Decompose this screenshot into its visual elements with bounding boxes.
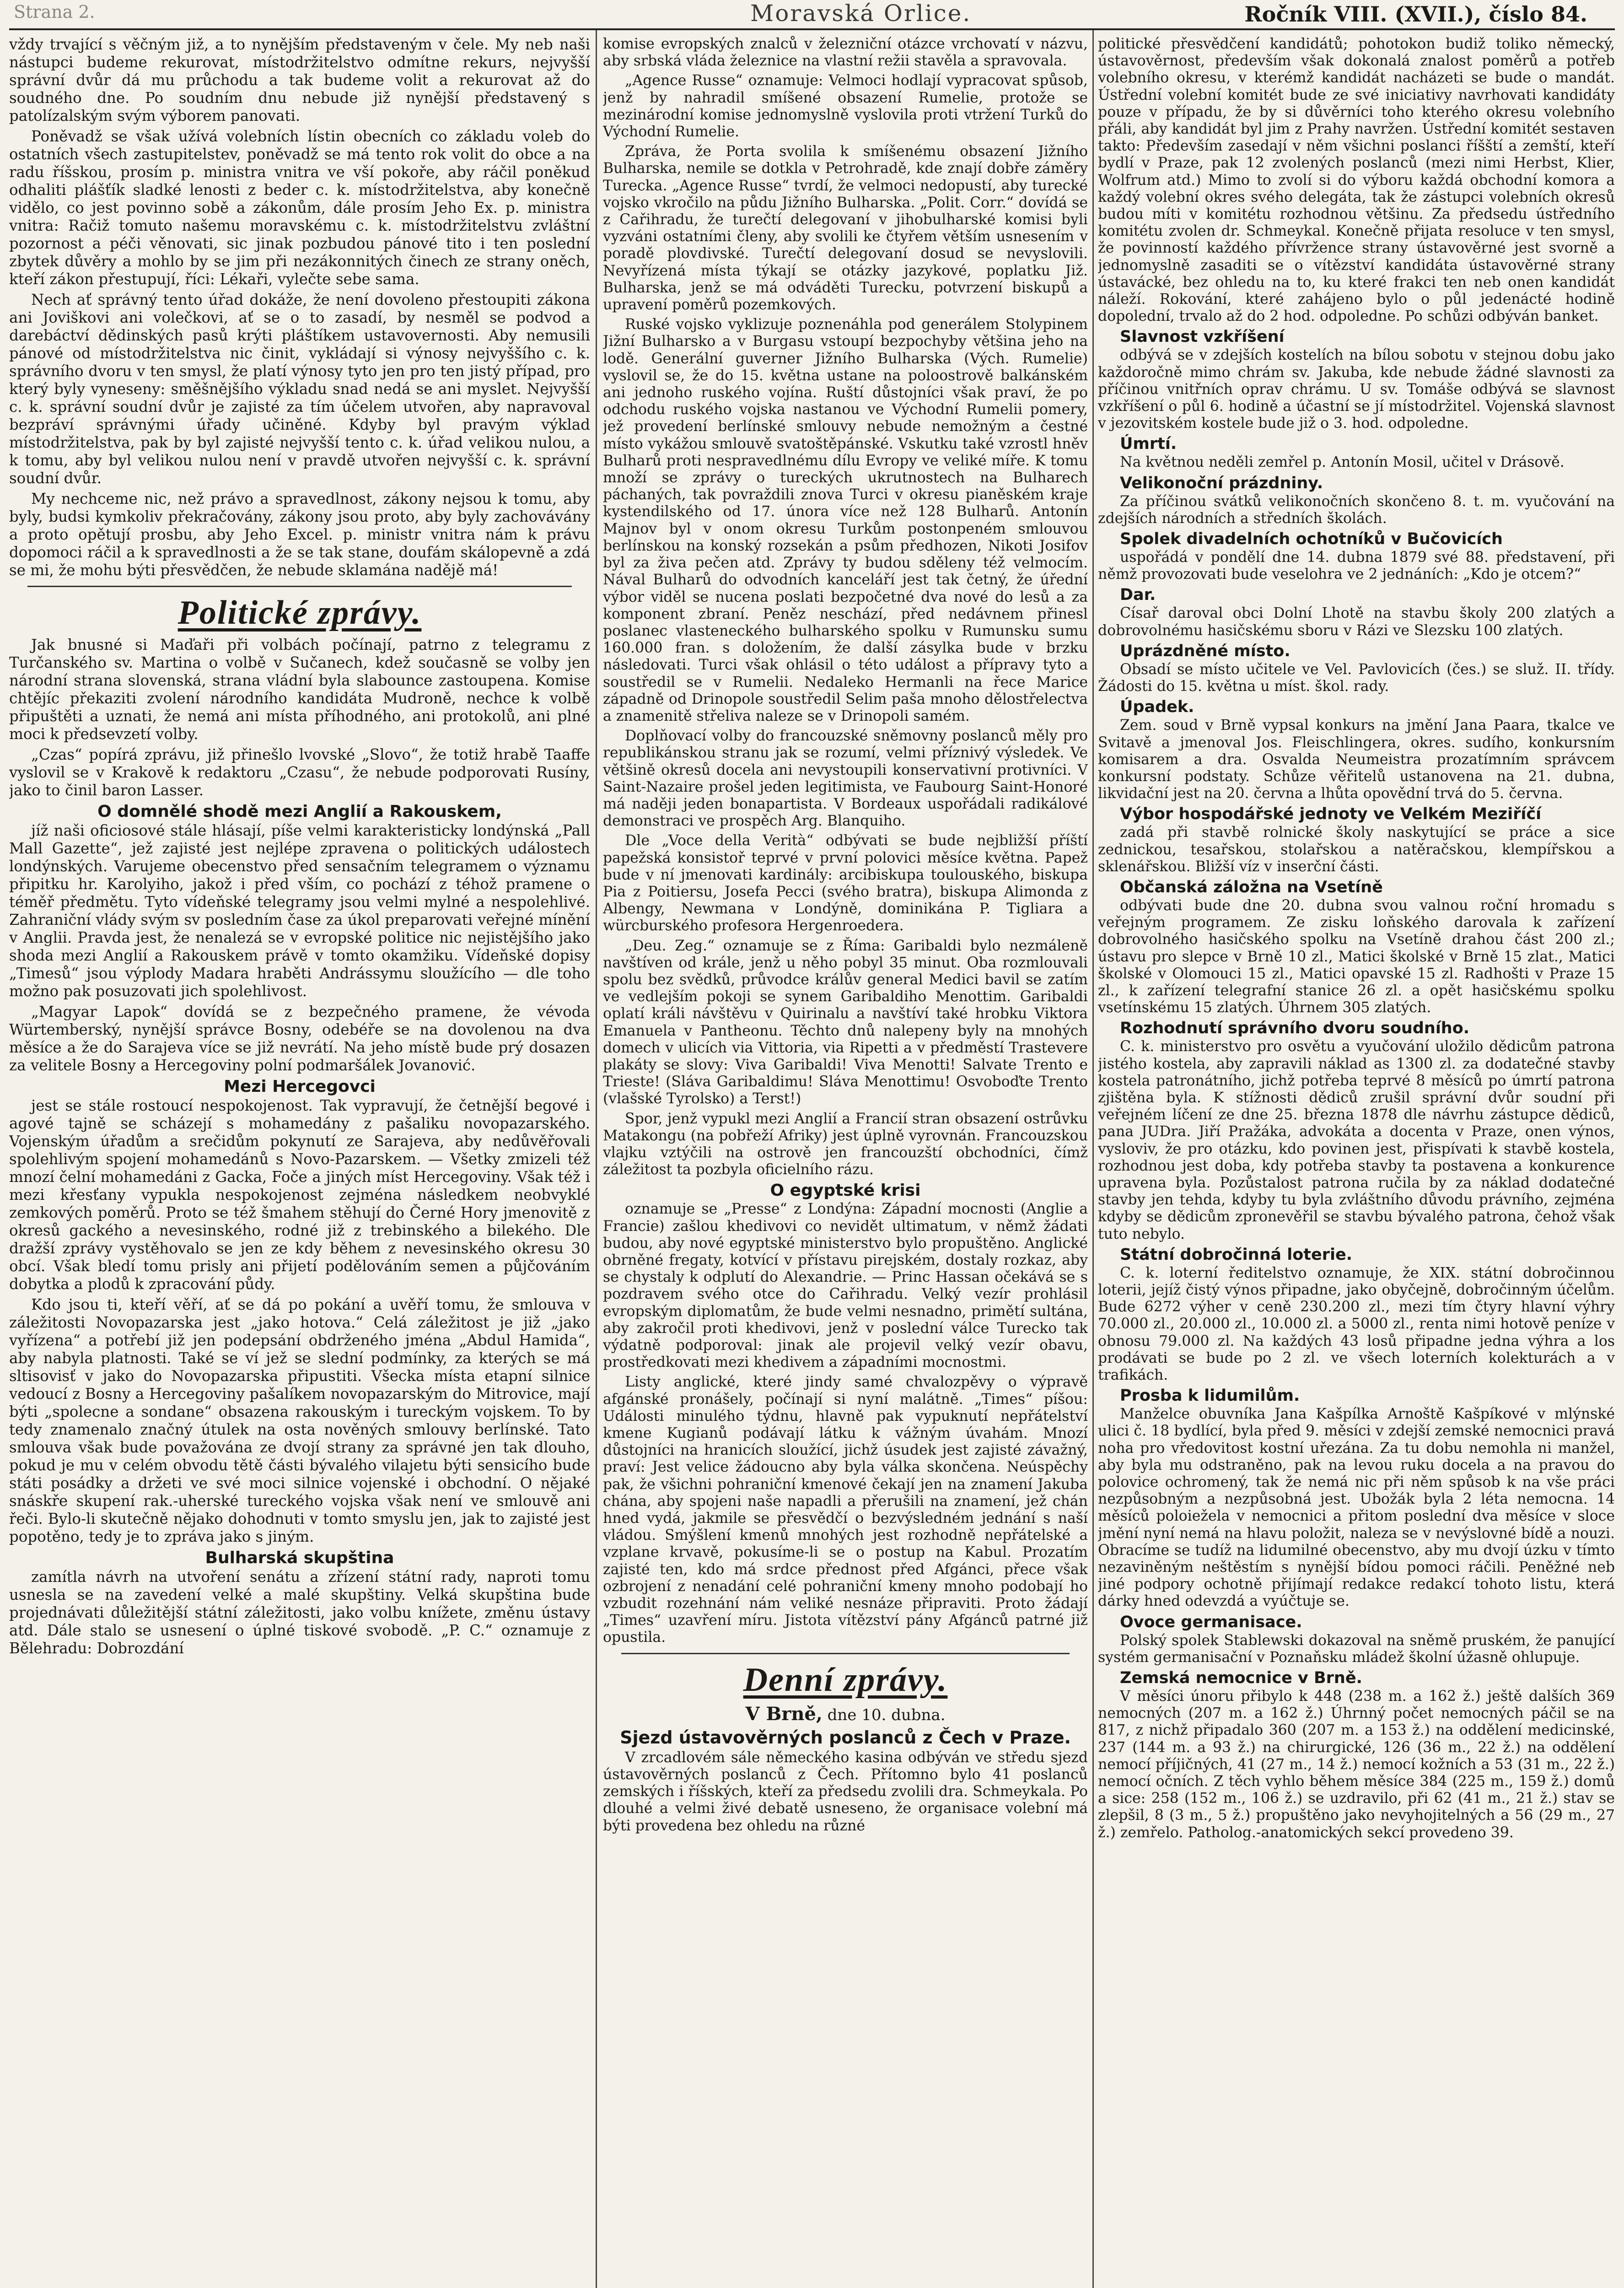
header-issue: Ročník VIII. (XVII.), číslo 84. xyxy=(1244,2,1587,27)
paragraph: C. k. loterní ředitelstvo oznamuje, že XIX. státní dobročinnou loterii, jejíž čistý výnos připadne, jako obyčejně, dobročinným účelům. Bude 6272 výher v ceně 230.200 zl., mezi tím čtyry hlavní výhry 70.000 zl., 20.000 zl., 10.000 zl. a 5000 zl., renta nimi hotově peníze v obnosu 79.000 zl. Na každých 43 losů připadne jedna výhra a los prodávati se bude po 2 zl. ve všech loterních kolekturách a v trafikách. xyxy=(1098,1264,1615,1383)
paragraph: uspořádá v pondělí dne 14. dubna 1879 své 88. představení, při němž provozovati bude veselohra ve 2 jednáních: „Kdo je otcem?“ xyxy=(1098,549,1615,583)
paragraph: „Deu. Zeg.“ oznamuje se z Říma: Garibaldi bylo nezmáleně navštíven od krále, jenž u něho pobyl 35 minut. Oba rozmlouvali spolu bez svědků, průvodce králův general Medici bavil se zatím ve vedlejším pokoji se synem Garibaldiho Menottim. Garibaldi oplatí králi návštěvu v Quirinalu a navštíví také hrobku Viktora Emanuela v Pantheonu. Těchto dnů nalepeny byly na mnohých domech v ulicích via Vittoria, via Ripetti a v předměstí Trastevere plakáty se slovy: Viva Garibaldi! Viva Menotti! Salvate Trento e Trieste! (Sláva Garibaldimu! Sláva Menottimu! Osvoboďte Trento (vlašské Tyrolsko) a Terst!) xyxy=(603,937,1088,1107)
news-headline: Slavnost vzkříšení xyxy=(1120,328,1285,346)
paragraph: Císař daroval obci Dolní Lhotě na stavbu školy 200 zlatých a dobrovolnému hasičskému sboru v Rázi ve Slezsku 100 zlatých. xyxy=(1098,605,1615,639)
news-headline: Spolek divadelních ochotníků v Bučovicích xyxy=(1120,530,1503,549)
paragraph: V zrcadlovém sále německého kasina odbýván ve středu sjezd ústavověrných poslanců z Čech. Přítomno bylo 41 poslanců zemských i říšských, kteří za předsedu zvolili dra. Schmeykala. Po dlouhé a velmi živé debatě usneseno, že organisace volební má býti provedena bez ohledu na různé xyxy=(603,1749,1088,1834)
column-3 xyxy=(1098,36,1615,2288)
paragraph: komise evropských znalců v železniční otázce vrchovatí v názvu, aby srbská vláda železnice na vlastní režii stavěla a spravovala. xyxy=(603,36,1088,70)
paragraph: Dle „Voce della Verità“ odbývati se bude nejbližší příští papežská konsistoř teprvé v první polovici měsíce května. Papež bude v ní jmenovati kardinály: arcibiskupa toulouského, biskupa Pia z Poitiersu, Josefa Pecci (svého bratra), biskupa Alimonda z Albengy, Newmana v Londýně, dominikána P. Tigliara a würcburského profesora Hergenroedera. xyxy=(603,832,1088,934)
column-divider xyxy=(596,30,597,2288)
article-headline: Bulharská skupština xyxy=(205,1549,394,1567)
paragraph: Zem. soud v Brně vypsal konkurs na jmění Jana Paara, tkalce ve Svitavě a jmenoval Jos. Fleischlingera, okres. sudího, konkursním komisarem a dra. Osvalda Neumeistra prozatímním správcem konkursní podstaty. Schůze věřitelů ustanovena na 21. dubna, likvidační jest na 20. června a lhůta opovědní trvá do 5. června. xyxy=(1098,717,1615,802)
paragraph: My nechceme nic, než právo a spravedlnost, zákony nejsou k tomu, aby byly, budsi kymkoliv překračovány, zákony jsou proto, aby byly zachovávány a proto opětují prosbu, aby Jeho Excel. p. ministr vnitra nám k právu dopomoci ráčil a k spravedlnosti a že se tak stane, doufám skálopevně a zdá se mi, že mohu býti přesvědčen, že nebude sklamána nadějě má! xyxy=(9,490,590,579)
paragraph: Zpráva, že Porta svolila k smíšenému obsazení Jižního Bulharska, nemile se dotkla v Petrohradě, kde znají dobře záměry Turecka. „Agence Russe“ tvrdí, že velmoci nedopustí, aby turecké vojsko vkročilo na půdu Jižního Bulharska. „Polit. Corr.“ dovídá se z Cařihradu, že turečtí delegovaní v jihobulharské komisi byli vyzváni ostatními členy, aby svolili ke čtyřem větším usnesením v poradě plovdivské. Turečtí delegovaní dosud se nevyslovili. Nevyřízená místa týkají se otázky jazykové, poplatku Již. Bulharska, jenž se má odváděti Turecku, potvrzení biskupů a upravení poměrů pozemkových. xyxy=(603,143,1088,313)
news-headline: Rozhodnutí správního dvoru soudního. xyxy=(1120,1019,1470,1038)
paragraph: Kdo jsou ti, kteří věří, ať se dá po pokání a uvěří tomu, že smlouva v záležitosti Novopazarska jest „jako hotova.“ Celá záležitost je již „jako vyřízena“ a potřebí již jen podepsání obdrženého jména „Abdul Hamida“, aby nabyla platnosti. Také se ví jež se slední podmínky, za kterých se má sltisovisť v jako do Novopazarska připustiti. Všecka místa etapní silnice vedoucí z Bosny a Hercegoviny pašalíkem novopazarským do Mitrovice, mají býti „spolecne a sondane“ obsazena rakouským i tureckým vojskem. To by tedy znamenalo značný útulek na osta nověných smlouvy berlínské. Tato smlouva však bude považována ze dvojí strany za správné jen tak dlouho, pokud je mu v celém obvodu tětě části bývalého vilajetu býti sensicího bude státi posádky a držeti ve své moci silnice vojenské i obchodní. O nějaké snáskře skupení rak.-uherské tureckého vojska však není ve smlouvě ani řeči. Bylo-li skutečně nějako dohodnuti v tomto smyslu jen, jak to zajisté jest popotěno, tedy je to zpráva jako s jiným. xyxy=(9,1296,590,1545)
dateline-place: V Brně, xyxy=(745,1703,823,1725)
news-headline: Občanská záložna na Vsetíně xyxy=(1120,878,1383,896)
news-headline: Úmrtí. xyxy=(1120,435,1177,453)
section-title-daily-news: Denní zprávy. xyxy=(743,1661,948,1699)
paragraph: Listy anglické, které jindy samé chvalozpěvy o výpravě afgánské pronášely, počínají si nyní malátně. „Times“ píšou: Události minulého týdnu, hlavně pak vypuknutí nepřátelství kmene Kugianů podávají látku k vážným úvahám. Mnozí důstojníci na hranicích sloužící, jichž úsudek jest zajisté závažný, praví: Jest velice žádoucno aby byla válka skončena. Neúspěchy pak, že všichni pohraniční kmenové čekají jen na znamení Jakuba chána, aby spojeni naše napadli a přerušili na znamení, jež chán hned vydá, jakmile se přesvědčí o bezvýsledném jednání s naší vládou. Smýšlení kmenů mnohých jest rozhodně nepřátelské a vzplane krvavě, pokusíme-li se o postup na Kabul. Prozatím zajisté ten, kdo má srdce přednost před Afgánci, přece však ozbrojení z nenadání celé pohraniční kmeny mnoho podobají ho vzbudit rozehnání nám veliké nesnáze připraviti. Proto žádají „Times“ uzavření míru. Jistota vítězství pány Afgánců patrné již opustila. xyxy=(603,1374,1088,1646)
paragraph: jest se stále rostoucí nespokojenost. Tak vypravují, že četnější begové i agové tajně se scházejí s mohamedány z pašaliku novopazarského. Vojenským úřadům a srečidům pokynutí ze Sarajeva, aby nedůvěřovali spolehlivým spojení mohamedánů s Novo-Pazarskem. — Všetky zmizeli též mnozí čelní mohamedáni z Gacka, Foče a jiných míst Hercegoviny. Však též i mezi křesťany vypukla nespokojenost zejména následkem neobvyklé zemkových poměrů. Proto se též šmahem stěhují do Černé Hory jmenovitě z okresů gackého a nevesinského, rodné již z trebinského a bilekého. Dle dražší zprávy vystěhovalo se jen ze kdy během z nevesinského okresu 30 obcí. Však bledí tomu prisly ani přijetí podělováním semen a půjčováním dobytka a plodů k zpracování půdy. xyxy=(9,1097,590,1293)
news-headline: Dar. xyxy=(1120,586,1156,604)
paragraph: politické přesvědčení kandidátů; pohotokon budiž toliko německý, ústavověrnost, především však dokonalá znalost poměrů a potřeb volebního okresu, v kterémž kandidát nacházeti se bude o mandát. Ústřední volební komitét bude ze své iniciativy navrhovati kandidáty pouze v případu, že by si důvěrníci toho kterého okresu volebního přáli, aby kandidát byl jim z Prahy navržen. Ústřední komitét sestaven takto: Především zasedají v něm všichni poslanci říšští a zemští, kteří bydlí v Praze, pak 12 zvolených poslanců (mezi nimi Herbst, Klier, Wolfrum atd.) Mimo to zvolí si do výboru každá obchodní komora a každý volební okres svého delegáta, tak že zástupci volebních okresů budou míti v komitétu rozhodnou většinu. Za předsedu ústředního komitétu zvolen dr. Schmeykal. Konečně přijata resoluce v ten smysl, že povinností každého přívržence strany ústavověrné jest svorně a jednomyslně zasaditi se o vítězství kandidáta ústavověrné strany ústavácké, bez ohledu na to, ku které frakci ten neb onen kandidát náleží. Rokování, které zahájeno bylo o půl jedenácté hodině dopolední, trvalo až do 2 hod. odpoledne. Po schůzi odbýván banket. xyxy=(1098,36,1615,325)
news-headline: Úpadek. xyxy=(1120,698,1194,717)
page-header xyxy=(0,0,1624,28)
paragraph: Poněvadž se však užívá volebních lístin obecních co základu voleb do ostatních všech zastupitelstev, poněvadž se má tento rok volit do obce a na radu říšskou, prosím p. ministra vnitra ve vší pokoře, aby ráčil poněkud odhaliti plášťík sladké lenosti z beder c. k. místodržitelstva, aby konečně vidělo, co jest povinno sobě a zákonům, dále prosím Jeho Ex. p. ministra vnitra: Račiž tomuto našemu moravskému c. k. místodržitelstvu zvláštní pozornost a péči věnovati, sic jinak pozbudou pánové tito i ten poslední zbytek důvěry a mohlo by se jim při nezákonnitých činech ze strany oněch, kteří zákon přestupují, říci: Lékaři, vylečte sebe sama. xyxy=(9,128,590,288)
header-page-number: Strana 2. xyxy=(14,2,95,22)
paragraph: zadá při stavbě rolnické školy naskytující se práce a sice zednickou, tesařskou, stolařskou a natěračskou, klempířskou a sklenářskou. Bližší víz v inserční části. xyxy=(1098,824,1615,875)
paragraph: Obsadí se místo učitele ve Vel. Pavlovicích (čes.) se služ. II. třídy. Žádosti do 15. května u míst. škol. rady. xyxy=(1098,661,1615,695)
paragraph: „Czas“ popírá zprávu, již přinešlo lvovské „Slovo“, že totiž hrabě Taaffe vyslovil se v Krakově k redaktoru „Czasu“, že nebude podporovati Rusíny, jako to činil baron Lasser. xyxy=(9,746,590,799)
paragraph: zamítla návrh na utvoření senátu a zřízení státní rady, naproti tomu usnesla se na zavedení velké a malé skupštiny. Velká skupština bude projednávati důležitější státní záležitosti, jako volbu knížete, změnu ústavy atd. Dále stalo se usnesení o úplné tiskové svobodě. „P. C.“ oznamuje z Bělehradu: Dobrozdání xyxy=(9,1568,590,1657)
dateline xyxy=(603,1703,1088,1725)
news-headline: Prosba k lidumilům. xyxy=(1120,1387,1300,1405)
paragraph: Spor, jenž vypukl mezi Anglií a Francií stran obsazení ostrůvku Matakongu (na pobřeží Afriky) jest úplně vyrovnán. Francouzskou vlajku vztýčili na ostrově jen francouzští obchodníci, čímž záležitost ta pozbyla oficielního rázu. xyxy=(603,1110,1088,1178)
article-headline: Mezi Hercegovci xyxy=(224,1077,376,1096)
paragraph: Manželce obuvníka Jana Kašpílka Arnoště Kašpíkové v mlýnské ulici č. 18 bydlící, byla před 9. měsíci v zdejší zemské nemocnici pravá noha pro vředovitost kostní uřezána. Za tu dobu nemohla ni manžel, aby byla mu odstraněno, pak na levou ruku docela a na pravou do polovice ochromený, tak že nemá nic při něm spůsob k na vše práci nezpůsobným a nezpůsobná jest. Ubožák byla 2 léta nemocna. 14 měsíců poloiežela v nemocnici a přitom poslední dva měsíce v sloce jmění nyní nemá na hlavu položit, naleza se v nevýslovné bídě a nouzi. Obracíme se tudíž na lidumilné obecenstvo, aby mu dvojí úzku v tímto nezaviněným neštěstím s nynější bídou pomoci ráčili. Peněžné neb jiné podpory ochotně přijímají redakce redakcí tohoto listu, která dárky hned odevzdá a vyúčtuje se. xyxy=(1098,1406,1615,1610)
news-headline: Státní dobročinná loterie. xyxy=(1120,1245,1353,1264)
column-divider xyxy=(1092,30,1094,2288)
paragraph: Ruské vojsko vyklizuje poznenáhla pod generálem Stolypinem Jižní Bulharsko a v Burgasu vstoupí bezpochyby většina jeho na lodě. Generální guverner Jižního Bulharska (Vých. Rumelie) vyslovil se, že do 15. května ustane na poloostrově balkánském ani jednoho ruského vojína. Ruští důstojníci však praví, že po odchodu ruského vojska nastanou ve Východní Rumelii pomery, jež provedení berlínské smlouvy nebude nemožným a čestné místo vykážou smlouvě svatoštěpánské. Vskutku také vzrostl hněv Bulharů proti nespravedlnému dílu Evropy ve veliké míře. K tomu množí se zprávy o tureckých ukrutnostech na Bulharech páchaných, tak povraždili znova Turci v okresu pianěském kraje kystendilského od 17. února více než 128 Bulharů. Antonín Majnov byl v onom okresu Turkům postonpeném smlouvou berlínskou na konský rozsekán a psům předhozen, Nikoti Josifov byl za živa pečen atd. Zprávy ty budou sděleny též velmocím. Nával Bulharů do odvodních kanceláří jest tak četný, že úřední výbor viděl se nucena poslati bezpočetné dva nové do lesů a za komponent zbraní. Peněz neschází, před nedávnem přinesl poslanec vlasteneckého bulharského spolku v Rumunsku sumu 160.000 fran. s doložením, že další zásylka bude v brzku následovati. Turci však ohlásil o této událost a přípravy tyto a soustředil se v Rumelii. Nedaleko Hermanli na řece Marice západně od Drinopole soustředil Selim paša mnoho dělostřelectva a znamenitě střeliva naleze se v Drinopoli samém. xyxy=(603,316,1088,724)
paragraph: odbývá se v zdejších kostelích na bílou sobotu v stejnou dobu jako každoročně mimo chrám sv. Jakuba, kde nebude žádné slavnosti za příčinou vnitřních oprav chrámu. U sv. Tomáše odbývá se slavnost vzkříšení o půl 6. hodině a účastní se jí místodržitel. Vojenská slavnost v jezovitském kostele bude již o 3. hod. odpoledne. xyxy=(1098,347,1615,432)
news-headline: Uprázdněné místo. xyxy=(1120,642,1291,660)
section-separator xyxy=(621,1653,1070,1654)
column-1 xyxy=(9,36,590,2288)
article-headline: Sjezd ústavověrných poslanců z Čech v Praze. xyxy=(620,1727,1071,1748)
section-title-politics: Politické zprávy. xyxy=(177,594,422,631)
header-masthead: Moravská Orlice. xyxy=(750,0,972,27)
paragraph: V měsíci únoru přibylo k 448 (238 m. a 162 ž.) ještě dalších 369 nemocných (207 m. a 162 ž.) Úhrnný počet nemocných páčil se na 817, z nichž připadalo 360 (207 m. a 153 ž.) na oddělení medicinské, 237 (144 m. a 93 ž.) na chirurgické, 126 (36 m., 22 ž.) na oddělení nemocí příjičných, 41 (27 m., 14 ž.) nemocí kožních a 53 (31 m., 22 ž.) nemocí očních. Z těch vyhlo během měsíce 384 (225 m., 159 ž.) domů a sice: 258 (152 m., 106 ž.) se uzdravilo, při 62 (41 m., 21 ž.) stav se zlepšil, 8 (3 m., 5 ž.) propuštěno jako nevyhojitelných a 56 (29 m., 27 ž.) zemřelo. Patholog.-anatomických sekcí provedeno 39. xyxy=(1098,1688,1615,1841)
paragraph: odbývati bude dne 20. dubna svou valnou roční hromadu s veřejným programem. Ze zisku loňského darovala k zařízení dobrovolného hasičského spolku na Vsetíně drahou část 200 zl.; ústavu pro slepce v Brně 10 zl., Matici školské v Brně 15 zlat., Matici školské v Olomouci 15 zl., Matici opavské 15 zl. Radhošti v Praze 15 zl., k zařízení telegrafní stanice 26 zl. a opět hasičskému spolku vsetínskému 15 zlatých. Úhrnem 305 zlatých. xyxy=(1098,897,1615,1016)
column-2 xyxy=(603,36,1088,2288)
paragraph: Za příčinou svátků velikonočních skončeno 8. t. m. vyučování na zdejších národních a středních školách. xyxy=(1098,493,1615,527)
paragraph: „Magyar Lapok“ dovídá se z bezpečného pramene, že vévoda Würtemberský, nynější správce Bosny, odebéře se na dovolenou na dva měsíce a že do Sarajeva více se již nevrátí. Na jeho místě bude prý dosazen za velitele Bosny a Hercegoviny polní podmaršálek Jovanović. xyxy=(9,1003,590,1074)
paragraph: Polský spolek Stablewski dokazoval na sněmě pruském, že panující systém germanisační v Poznaňsku mládež školní úžasně ohlupuje. xyxy=(1098,1632,1615,1666)
article-headline: O egyptské krisi xyxy=(770,1181,921,1200)
paragraph: oznamuje se „Presse“ z Londýna: Západní mocnosti (Anglie a Francie) zašlou khedivovi co nevidět ultimatum, v němž žádati budou, aby nové egyptské ministerstvo bylo propuštěno. Anglické obrněné fregaty, kotvící v přístavu pirejském, dostaly rozkaz, aby se chystaly k odplutí do Alexandrie. — Princ Hassan očekává se s pozdravem svého otce do Cařihradu. Velký vezír prohlásil evropským diplomatům, že bude velmi nesnadno, primětí sultána, aby zakročil proti khedivovi, jenž v poslední válce Turecko tak výdatně podporoval: jinak ale projevil velký vezír obavu, prostředkovati mezi khedivem a západními mocnostmi. xyxy=(603,1201,1088,1371)
paragraph: Doplňovací volby do francouzské sněmovny poslanců měly pro republikánskou stranu jak se rozumí, velmi příznivý výsledek. Ve většině okresů docela ani nevystoupili konservativní protivníci. V Saint-Nazaire prošel jeden legitimista, ve Faubourg Saint-Honoré má naději jeden bonapartista. V Bordeaux uspořádali radikálové demonstraci ve prospěch Arg. Blanquiho. xyxy=(603,728,1088,830)
article-headline: O domnělé shodě mezi Anglií a Rakouskem, xyxy=(97,802,502,821)
news-headline: Velikonoční prázdniny. xyxy=(1120,474,1323,492)
news-headline: Výbor hospodářské jednoty ve Velkém Meziříčí xyxy=(1120,805,1542,824)
paragraph: Na květnou neděli zemřel p. Antonín Mosil, učitel v Drásově. xyxy=(1120,454,1565,471)
news-headline: Zemská nemocnice v Brně. xyxy=(1120,1669,1362,1688)
paragraph: jíž naši oficiosové stále hlásají, píše velmi karakteristicky londýnská „Pall Mall Gazette“, jež zajisté jest nejlépe zpravena o politických událostech londýnských. Varujeme obecenstvo před sensačním telegramem o významu připitku hr. Karolyiho, jakož i před vším, co pochází z téhož pramene o téměř předmětu. Tyto vídeňské telegramy jsou velmi mylné a nespolehlivé. Zahraniční vlády svým sv posledním čase za úkol preparovati veřejné mínění v Anglii. Pravda jest, že nenalezá se v evropské politice nic nejistějšího jako shoda mezi Anglií a Rakouskem právě v tomto okamžiku. Vídeňské dopisy „Timesů“ jsou výplody Madara hraběti Andrássymu sloužícího — dle toho možno pak posuzovati jich spolehlivost. xyxy=(9,822,590,1000)
paragraph: C. k. ministerstvo pro osvětu a vyučování uložilo dědicům patrona jistého kostela, aby zapravili náklad as 1300 zl. za dodatečné stavby kostela patronátního, jichž potřeba teprvé 8 měsíců po úmrtí patrona zjištěna byla. K stížnosti dědiců zrušil správní dvůr soudní při veřejném líčení ze dne 25. března 1878 dle návrhu zástupce dědiců, pana JUDra. Jiří Pražáka, advokáta a docenta v Praze, onen výnos, vysloviv, že pro otázku, kdo povinen jest, přispívati k stavbě kostela, rozhodnou jest doba, kdy potřeba stavby ta postavena a konkurence upravena byla. Pozůstalost patrona ručila by za náklad dodatečné stavby jen tehda, kdyby tu byla zvláštního důvodu právního, zejména kdyby se dědicům zpronevěřil se stavbu bývalého patrona, čehož však tuto nebylo. xyxy=(1098,1038,1615,1242)
paragraph: Jak bnusné si Maďaři při volbách počínají, patrno z telegramu z Turčanského sv. Martina o volbě v Sučanech, kdež současně se volby jen národní strana slovenská, strana vládní byla slabounce zastoupena. Komise chtějíc překaziti zvolení národního kandidáta Mudroně, nechce k volbě připuštěti a uznati, že nemá ani místa příhodného, ani protokolů, ani plné moci k předsevzetí volby. xyxy=(9,636,590,743)
paragraph: Nech ať správný tento úřad dokáže, že není dovoleno přestoupiti zákona ani Joviškovi ani volečkovi, ať se o to zasadí, by nesměl se podvod a darebáctví dědinských pasů krýti pláštíkem ustavovernosti. Aby nemusili pánové od místodržitelstva nic činit, vykládají si výnosy nejvyššího c. k. správního dvoru v ten smysl, že platí výnosy tyto jen pro ten jistý případ, pro který byly vyneseny: směšnějšího výkladu snad nedá se ani myslet. Nejvyšší c. k. správní soudní dvůr je zajisté za tím účelem utvořen, aby napravoval bezpráví správnými úřady učiněné. Kdyby byl pravým výklad místodržitelstva, pak by byl zajisté nejvyšší tento c. k. úřad velikou nulou, a k tomu, aby byl velikou nulou není v pravdě utvořen nejvyšší c. k. správní soudní dvůr. xyxy=(9,291,590,487)
news-headline: Ovoce germanisace. xyxy=(1120,1613,1302,1631)
header-rule xyxy=(9,28,1615,30)
paragraph: vždy trvající s věčným již, a to nynějším představeným v čele. My neb naši nástupci budeme rekurovat, místodržitelstvo odmítne rekurs, nejvyšší správní dvůr dá mu průchodu a tak budeme volit a rekurovat až do soudného dne. Po soudním dnu nebude již nynější představený s patolízalským svým výborem panovati. xyxy=(9,36,590,124)
dateline-date: dne 10. dubna. xyxy=(827,1705,946,1724)
paragraph: „Agence Russe“ oznamuje: Velmoci hodlají vypracovat spůsob, jenž by nahradil smíšené obsazení Rumelie, protože se mezinárodní komise jednomyslně vyslovila proti vtržení Turků do Východní Rumelie. xyxy=(603,72,1088,140)
section-separator xyxy=(27,586,572,587)
